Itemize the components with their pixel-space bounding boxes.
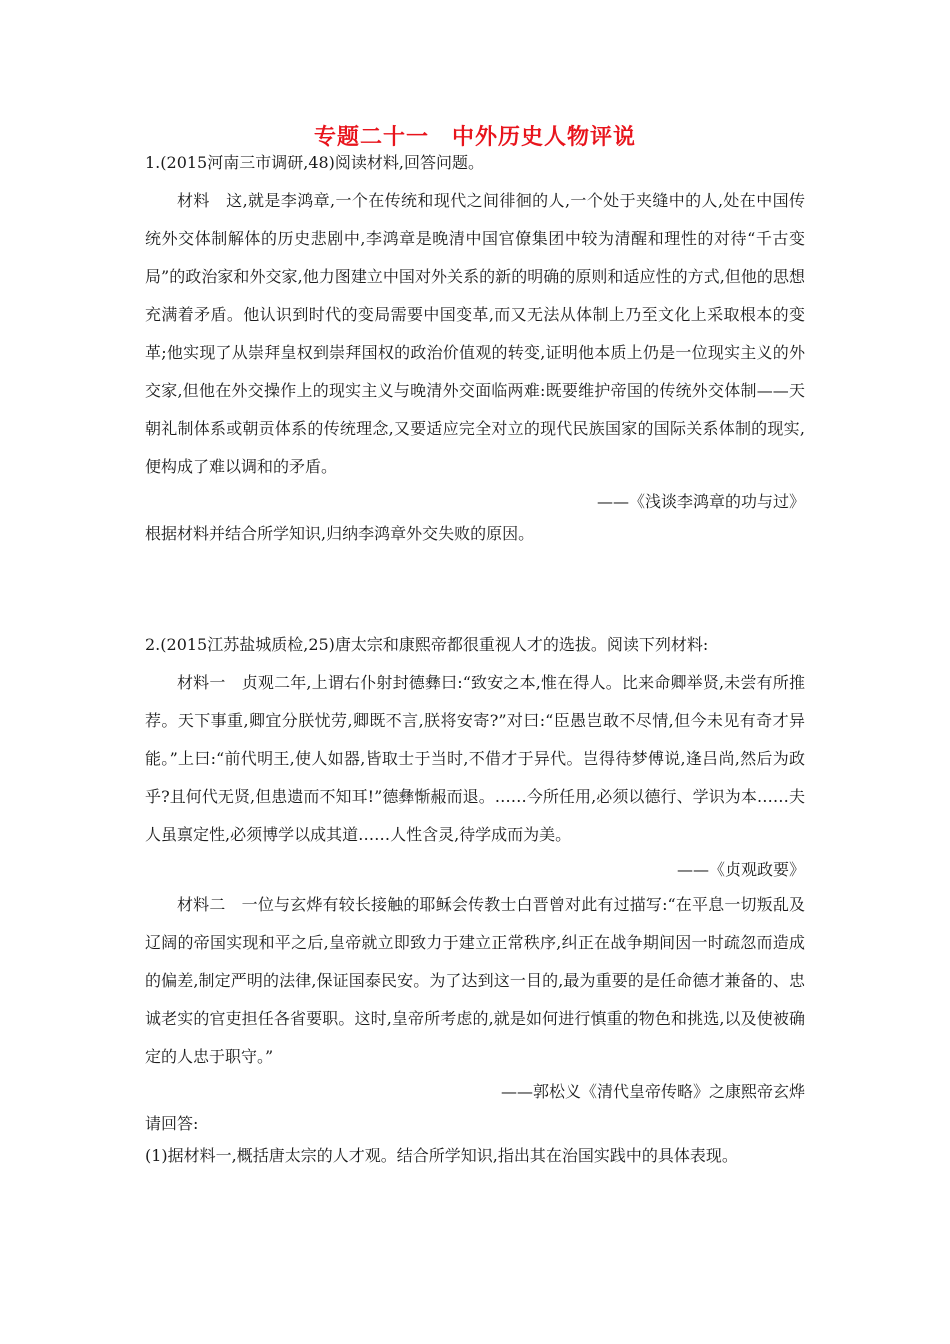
question-2-material-1: 材料一 贞观二年,上谓右仆射封德彝曰:“致安之本,惟在得人。比来命卿举贤,未尝有所推荐。天下事重,卿宜分朕忧劳,卿既不言,朕将安寄?”对曰:“臣愚岂敢不尽情,但今未见有奇才异能。”上曰:“前代明王,使人如器,皆取士于当时,不借才于异代。岂得待梦傅说,逢吕尚,然后为政乎?且何代无贤,但患遗而不知耳!”德彝惭赧而退。……今所任用,必须以德行、学识为本……夫人虽禀定性,必须博学以成其道……人性含灵,待学成而为美。	[145, 673, 805, 844]
page-title: 专题二十一 中外历史人物评说	[313, 124, 636, 150]
question-2-heading: 2.(2015江苏盐城质检,25)唐太宗和康熙帝都很重视人才的选拔。阅读下列材料:	[145, 635, 709, 654]
question-1-material: 材料 这,就是李鸿章,一个在传统和现代之间徘徊的人,一个处于夹缝中的人,处在中国传统外交体制解体的历史悲剧中,李鸿章是晚清中国官僚集团中较为清醒和理性的对待“千古变局”的政治家和外交家,他力图建立中国对外关系的新的明确的原则和适应性的方式,但他的思想充满着矛盾。他认识到时代的变局需要中国变革,而又无法从体制上乃至文化上采取根本的变革;他实现了从崇拜皇权到崇拜国权的政治价值观的转变,证明他本质上仍是一位现实主义的外交家,但他在外交操作上的现实主义与晚清外交面临两难:既要维护帝国的传统外交体制——天朝礼制体系或朝贡体系的传统理念,又要适应完全对立的现代民族国家的国际关系体制的现实,便构成了难以调和的矛盾。	[145, 191, 805, 476]
question-2-source-2: ——郭松义《清代皇帝传略》之康熙帝玄烨	[500, 1082, 805, 1101]
question-2-subquestion-1: (1)据材料一,概括唐太宗的人才观。结合所学知识,指出其在治国实践中的具体表现。	[145, 1146, 738, 1165]
question-1-heading: 1.(2015河南三市调研,48)阅读材料,回答问题。	[145, 153, 485, 172]
question-1	[145, 150, 805, 550]
question-2-source-1: ——《贞观政要》	[676, 860, 805, 879]
question-2-prompt: 请回答:	[145, 1114, 199, 1133]
question-2-material-2: 材料二 一位与玄烨有较长接触的耶稣会传教士白晋曾对此有过描写:“在平息一切叛乱及辽阔的帝国实现和平之后,皇帝就立即致力于建立正常秩序,纠正在战争期间因一时疏忽而造成的偏差,制定严明的法律,保证国泰民安。为了达到这一目的,最为重要的是任命德才兼备的、忠诚老实的官吏担任各省要职。这时,皇帝所考虑的,就是如何进行慎重的物色和挑选,以及使被确定的人忠于职守。”	[145, 895, 805, 1066]
question-1-source: ——《浅谈李鸿章的功与过》	[596, 492, 805, 511]
question-2	[145, 632, 805, 1172]
question-1-prompt: 根据材料并结合所学知识,归纳李鸿章外交失败的原因。	[145, 524, 535, 543]
